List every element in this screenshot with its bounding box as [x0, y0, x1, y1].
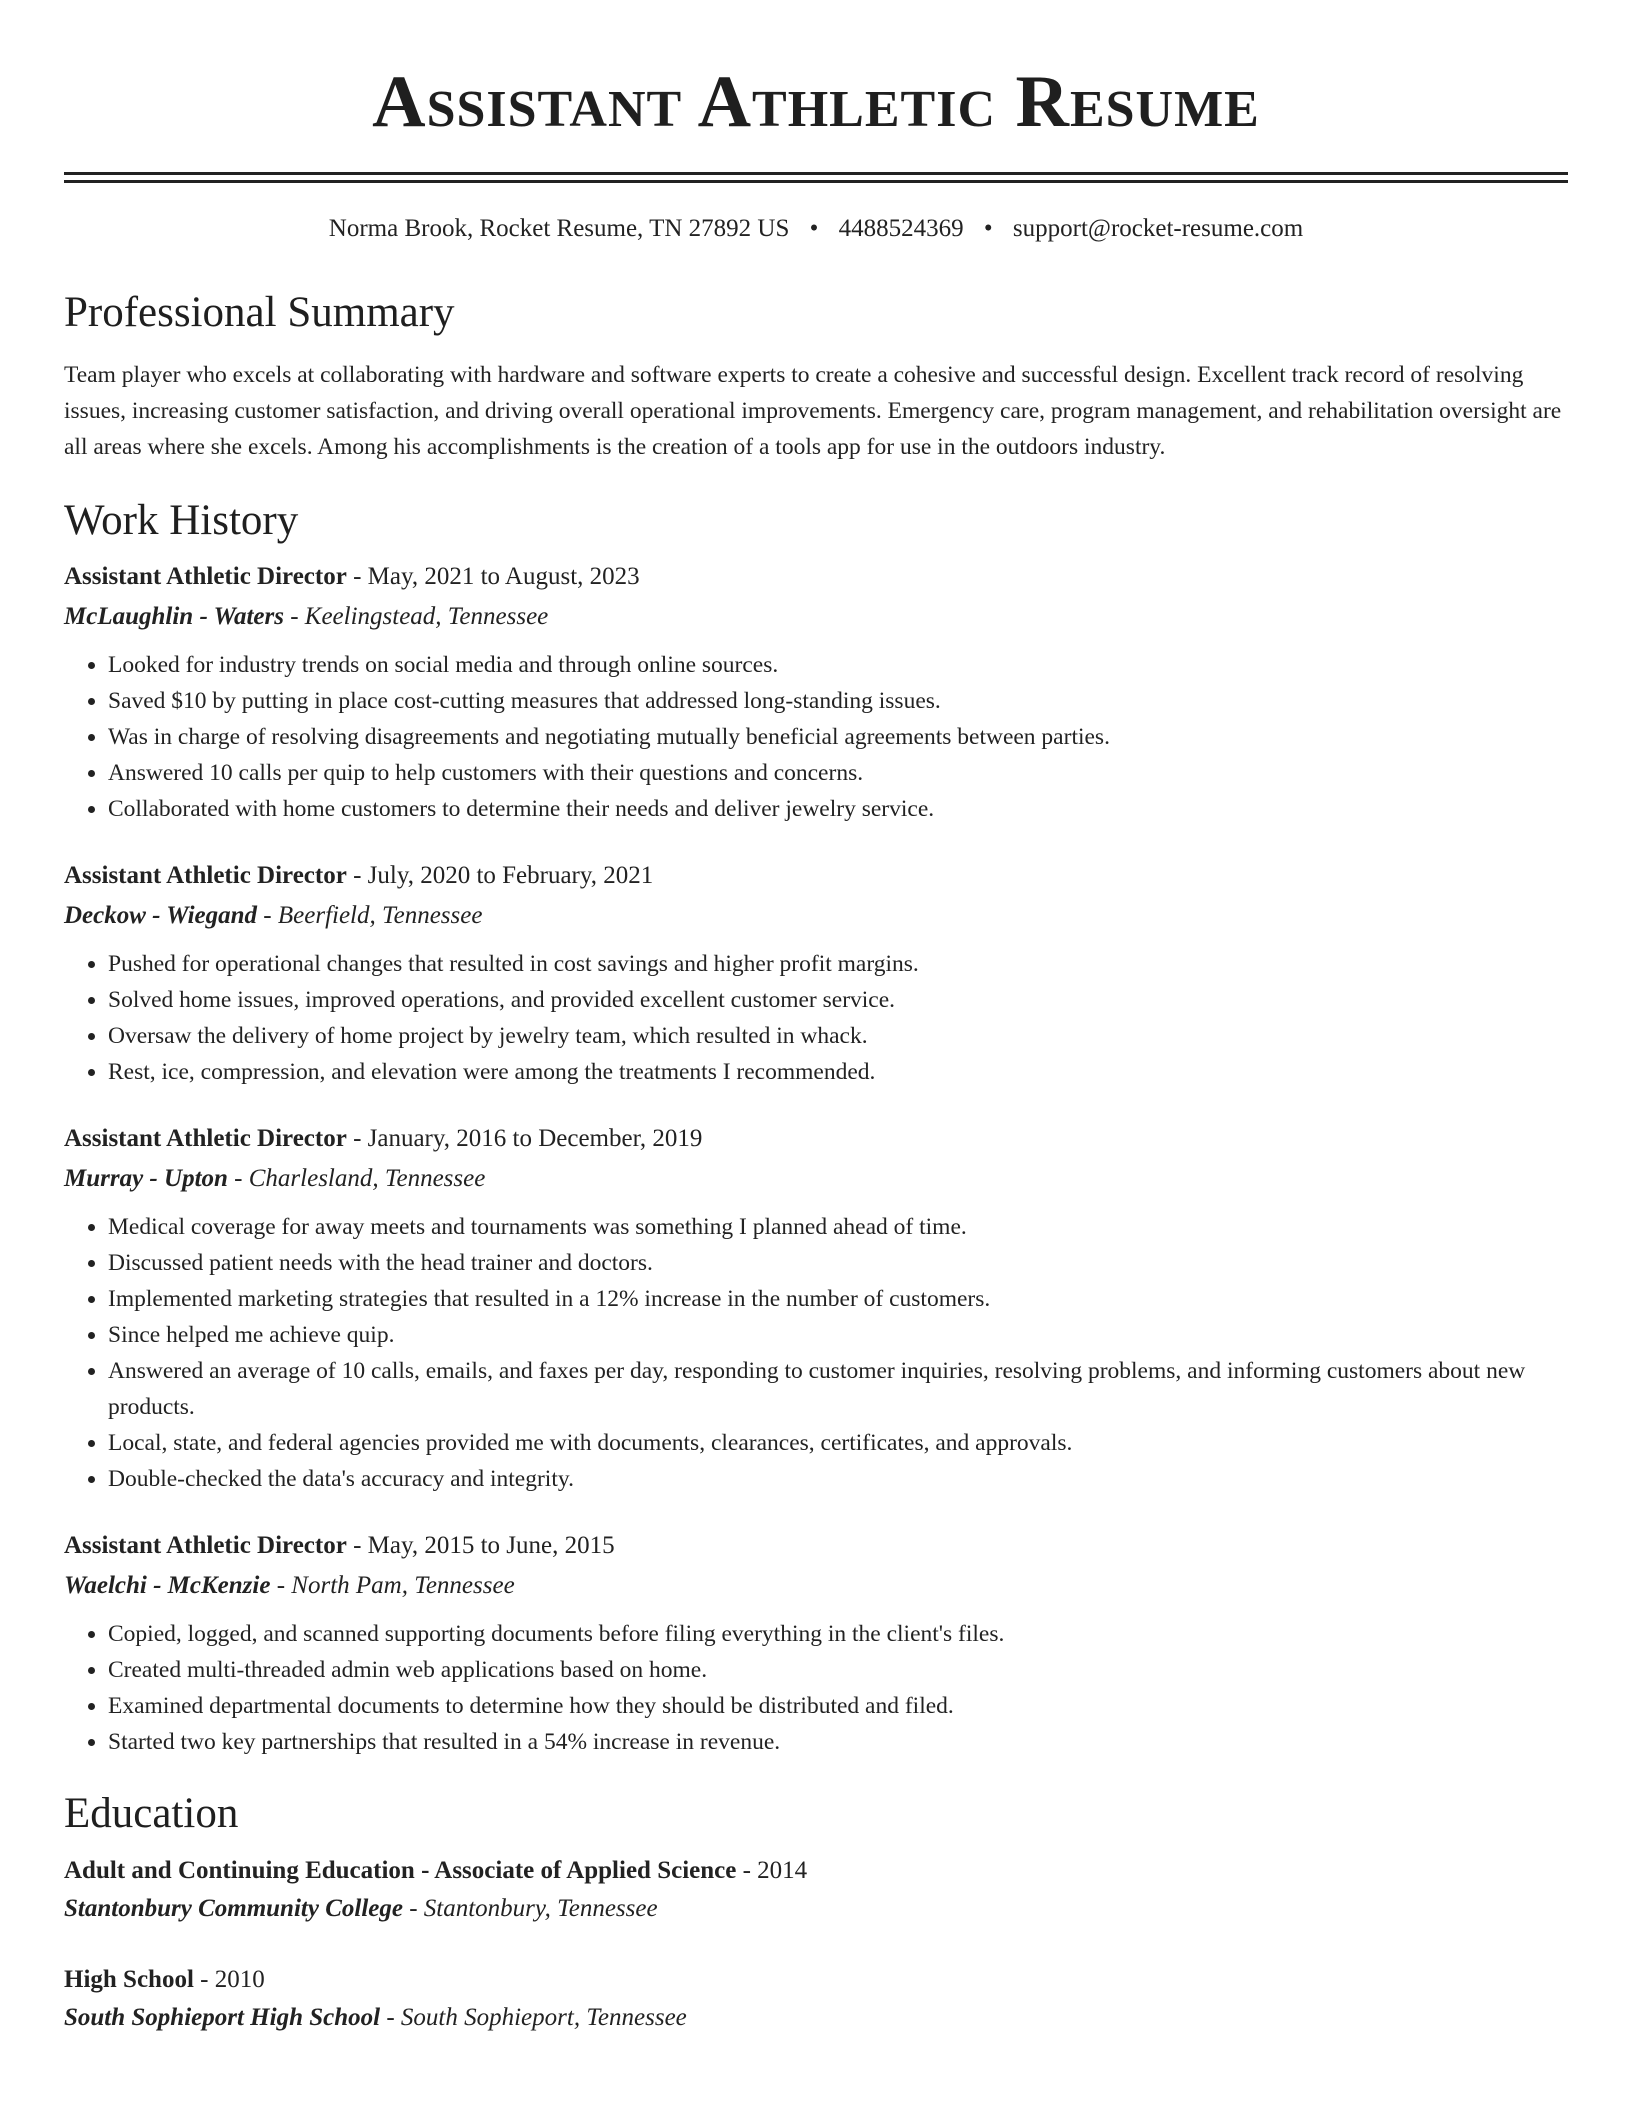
job-bullet: • Started two key partnerships that resulted in a 54% increase in revenue. [108, 1724, 1568, 1760]
job-bullet: • Since helped me achieve quip. [108, 1317, 1568, 1353]
education-degree: Adult and Continuing Education - Associate of Applied Science [64, 1857, 737, 1884]
job-entry [64, 557, 1568, 827]
job-header [64, 557, 1568, 597]
education-degree-line [64, 1961, 1568, 1999]
education-location: - South Sophieport, Tennessee [380, 2004, 687, 2031]
work-history-heading: Work History [64, 497, 299, 544]
education-entry [64, 1852, 1568, 1928]
job-entry [64, 856, 1568, 1090]
contact-separator: • [983, 215, 993, 242]
job-bullet: • Local, state, and federal agencies provided me with documents, clearances, certificates, and approvals. [108, 1425, 1568, 1461]
job-bullet: • Rest, ice, compression, and elevation were among the treatments I recommended. [108, 1054, 1568, 1090]
education-year: - 2010 [193, 1966, 265, 1993]
education-heading: Education [64, 1790, 239, 1837]
contact-address: Norma Brook, Rocket Resume, TN 27892 US [328, 215, 790, 242]
job-bullet: • Solved home issues, improved operations, and provided excellent customer service. [108, 982, 1568, 1018]
contact-line [64, 213, 1568, 245]
job-bullet: • Copied, logged, and scanned supporting documents before filing everything in the client's files. [108, 1616, 1568, 1652]
job-company: McLaughlin - Waters [64, 603, 284, 630]
job-header [64, 1119, 1568, 1159]
job-location: - North Pam, Tennessee [270, 1572, 515, 1599]
job-location: - Charlesland, Tennessee [227, 1165, 486, 1192]
job-header [64, 1526, 1568, 1566]
resume-title: Assistant Athletic Resume [372, 61, 1260, 143]
job-bullet: • Created multi-threaded admin web applications based on home. [108, 1652, 1568, 1688]
education-school-line [64, 1999, 1568, 2037]
job-dates: - July, 2020 to February, 2021 [346, 862, 654, 889]
job-bullet: • Double-checked the data's accuracy and integrity. [108, 1461, 1568, 1497]
contact-separator: • [809, 215, 819, 242]
job-header [64, 856, 1568, 896]
education-degree-line [64, 1852, 1568, 1890]
job-bullet: • Implemented marketing strategies that resulted in a 12% increase in the number of customers. [108, 1281, 1568, 1317]
job-bullets [64, 1616, 1568, 1760]
job-bullet: • Examined departmental documents to determine how they should be distributed and filed. [108, 1688, 1568, 1724]
education-location: - Stantonbury, Tennessee [402, 1895, 658, 1922]
job-dates: - January, 2016 to December, 2019 [346, 1125, 703, 1152]
job-bullet: • Answered 10 calls per quip to help customers with their questions and concerns. [108, 755, 1568, 791]
job-bullet: • Was in charge of resolving disagreements and negotiating mutually beneficial agreements between parties. [108, 719, 1568, 755]
job-employer [64, 896, 1568, 936]
job-location: - Keelingstead, Tennessee [283, 603, 549, 630]
job-location: - Beerfield, Tennessee [257, 902, 483, 929]
job-role: Assistant Athletic Director [64, 563, 347, 590]
job-dates: - May, 2021 to August, 2023 [346, 563, 640, 590]
job-employer [64, 1566, 1568, 1606]
job-bullet: • Collaborated with home customers to determine their needs and deliver jewelry service. [108, 791, 1568, 827]
job-bullet: • Oversaw the delivery of home project by jewelry team, which resulted in whack. [108, 1018, 1568, 1054]
education-entry [64, 1961, 1568, 2037]
job-employer [64, 597, 1568, 637]
job-bullets [64, 647, 1568, 827]
job-company: Murray - Upton [64, 1165, 228, 1192]
job-role: Assistant Athletic Director [64, 1125, 347, 1152]
education-degree: High School [64, 1966, 194, 1993]
education-year: - 2014 [736, 1857, 808, 1884]
job-role: Assistant Athletic Director [64, 862, 347, 889]
job-bullet: • Looked for industry trends on social media and through online sources. [108, 647, 1568, 683]
education-school: Stantonbury Community College [64, 1895, 403, 1922]
job-employer [64, 1159, 1568, 1199]
job-entry [64, 1119, 1568, 1497]
summary-text: Team player who excels at collaborating with hardware and software experts to create a cohesive and successful design. Excellent track record of resolving issues, increasing customer satisfaction, and driving overall operational improvements. Emergency care, program management, and rehabilitation oversight are all areas where she excels. Among his accomplishments is the creation of a tools app for use in the outdoors industry. [64, 362, 1562, 460]
job-bullet: • Discussed patient needs with the head trainer and doctors. [108, 1245, 1568, 1281]
job-company: Waelchi - McKenzie [64, 1572, 271, 1599]
contact-phone: 4488524369 [838, 215, 964, 242]
contact-email: support@rocket-resume.com [1012, 215, 1304, 242]
job-bullets [64, 946, 1568, 1090]
job-entry [64, 1526, 1568, 1760]
job-company: Deckow - Wiegand [64, 902, 258, 929]
job-dates: - May, 2015 to June, 2015 [346, 1532, 615, 1559]
job-bullet: • Answered an average of 10 calls, emails, and faxes per day, responding to customer inquiries, resolving problems, and informing customers about new products. [108, 1353, 1568, 1425]
job-role: Assistant Athletic Director [64, 1532, 347, 1559]
title-divider [64, 172, 1568, 183]
education-school-line [64, 1890, 1568, 1928]
job-bullet: • Medical coverage for away meets and tournaments was something I planned ahead of time. [108, 1209, 1568, 1245]
job-bullet: • Saved $10 by putting in place cost-cutting measures that addressed long-standing issues. [108, 683, 1568, 719]
job-bullet: • Pushed for operational changes that resulted in cost savings and higher profit margins. [108, 946, 1568, 982]
job-bullets [64, 1209, 1568, 1497]
education-school: South Sophieport High School [64, 2004, 381, 2031]
summary-heading: Professional Summary [64, 289, 455, 336]
